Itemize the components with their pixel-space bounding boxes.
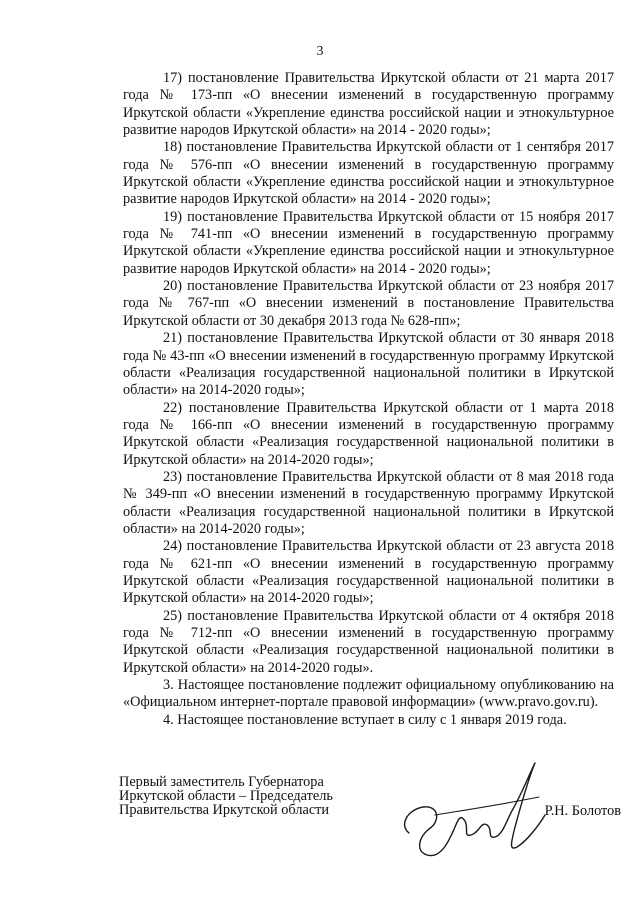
handwritten-signature: [389, 755, 549, 865]
paragraph-item-24: 24) постановление Правительства Иркутской области от 23 августа 2018 года № 621-пп «О внесении изменений в государственную программу Иркутской области «Реализация государственной национальной политики в Иркутской области» на 2014-2020 годы»;: [123, 538, 614, 607]
signatory-title: [119, 775, 333, 818]
paragraph-item-25: 25) постановление Правительства Иркутской области от 4 октября 2018 года № 712-пп «О внесении изменений в государственную программу Иркутской области «Реализация государственной национальной политики в Иркутской области» на 2014-2020 годы».: [123, 607, 614, 676]
page-number: 3: [316, 44, 324, 59]
paragraph-item-20: 20) постановление Правительства Иркутской области от 23 ноября 2017 года № 767-пп «О внесении изменений в постановление Правительства Иркутской области от 30 декабря 2013 года № 628-пп»;: [123, 278, 614, 329]
paragraph-item-17: 17) постановление Правительства Иркутской области от 21 марта 2017 года № 173-пп «О внесении изменений в государственную программу Иркутской области «Укрепление единства российской нации и этнокультурное развитие народов Иркутской области» на 2014 - 2020 годы»;: [123, 70, 614, 139]
paragraph-item-19: 19) постановление Правительства Иркутской области от 15 ноября 2017 года № 741-пп «О внесении изменений в государственную программу Иркутской области «Укрепление единства российской нации и этнокультурное развитие народов Иркутской области» на 2014 - 2020 годы»;: [123, 208, 614, 277]
signature-block: [119, 775, 621, 870]
document-body: [123, 70, 614, 729]
paragraph-item-23: 23) постановление Правительства Иркутской области от 8 мая 2018 года № 349-пп «О внесении изменений в государственную программу Иркутской области «Реализация государственной национальной политики в Иркутской области» на 2014-2020 годы»;: [123, 468, 614, 537]
signatory-title-line: Правительства Иркутской области: [119, 802, 330, 819]
paragraph-effective-date: 4. Настоящее постановление вступает в силу с 1 января 2019 года.: [163, 711, 567, 728]
paragraph-item-22: 22) постановление Правительства Иркутской области от 1 марта 2018 года № 166-пп «О внесении изменений в государственную программу Иркутской области «Реализация государственной национальной политики в Иркутской области» на 2014-2020 годы»;: [123, 399, 614, 468]
signatory-title-line: Первый заместитель Губернатора: [119, 774, 324, 790]
signatory-title-line: Иркутской области – Председатель: [119, 788, 333, 805]
paragraph-item-18: 18) постановление Правительства Иркутской области от 1 сентября 2017 года № 576-пп «О внесении изменений в государственную программу Иркутской области «Укрепление единства российской нации и этнокультурное развитие народов Иркутской области» на 2014 - 2020 годы»;: [123, 139, 614, 208]
paragraph-publication: 3. Настоящее постановление подлежит официальному опубликованию на «Официальном интернет-портале правовой информации» (www.pravo.gov.ru).: [123, 677, 614, 711]
paragraph-item-21: 21) постановление Правительства Иркутской области от 30 января 2018 года № 43-пп «О внесении изменений в государственную программу Иркутской области «Реализация государственной национальной политики в Иркутской области» на 2014-2020 годы»;: [123, 330, 614, 399]
signatory-name: Р.Н. Болотов: [544, 803, 621, 819]
